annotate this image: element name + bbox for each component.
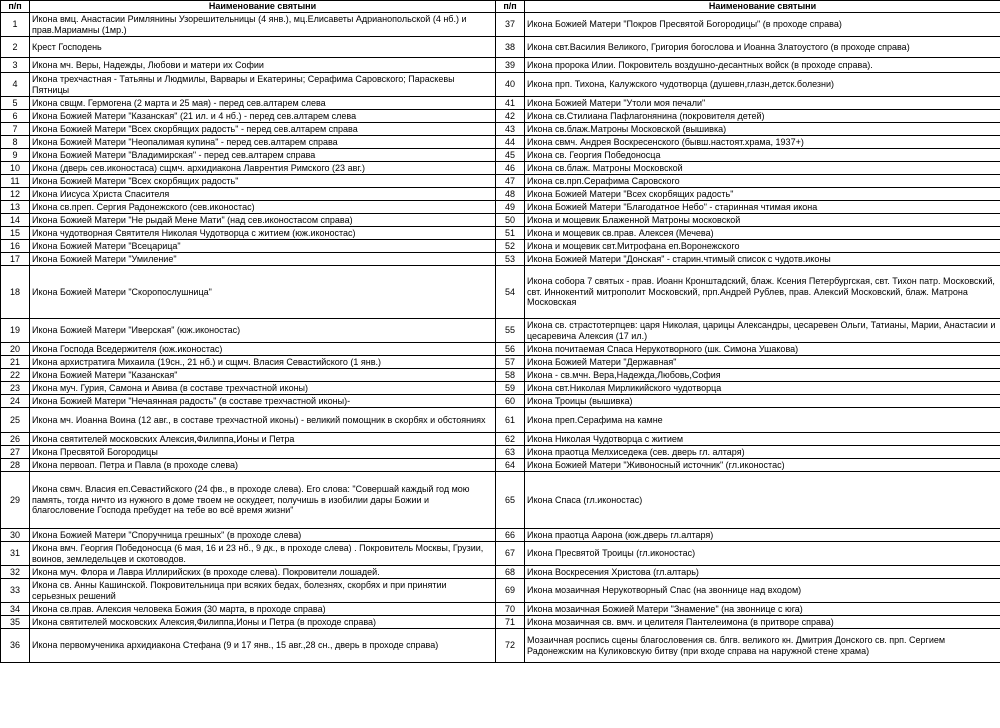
- relic-name-left: Икона Божией Матери "Споручница грешных" (в проходе слева): [30, 529, 496, 542]
- table-row: [1, 162, 1000, 175]
- row-number-left: 27: [1, 446, 30, 459]
- table-row: [1, 227, 1000, 240]
- row-number-right: 39: [496, 58, 525, 73]
- table-row: [1, 579, 1000, 603]
- relic-name-left: Икона свщм. Гермогена (2 марта и 25 мая) - перед сев.алтарем слева: [30, 97, 496, 110]
- relic-name-left: Икона св. Анны Кашинской. Покровительница при всяких бедах, болезнях, скорбях и при принятии серьезных решений: [30, 579, 496, 603]
- row-number-left: 3: [1, 58, 30, 73]
- header-row: [1, 1, 1000, 13]
- row-number-right: 63: [496, 446, 525, 459]
- row-number-left: 7: [1, 123, 30, 136]
- relic-name-right: Икона мозаичная св. вмч. и целителя Пантелеимона (в притворе справа): [525, 616, 1000, 629]
- table-row: [1, 382, 1000, 395]
- row-number-right: 66: [496, 529, 525, 542]
- row-number-left: 9: [1, 149, 30, 162]
- relic-name-left: Икона Божией Матери "Всецарица": [30, 240, 496, 253]
- table-row: [1, 319, 1000, 343]
- table-row: [1, 188, 1000, 201]
- relic-name-right: Икона прп. Тихона, Калужского чудотворца (душевн,глазн,детск.болезни): [525, 73, 1000, 97]
- table-row: [1, 201, 1000, 214]
- relic-name-left: Икона архистратига Михаила (19сн., 21 нб.) и сщмч. Власия Севастийского (1 янв.): [30, 356, 496, 369]
- row-number-left: 36: [1, 629, 30, 663]
- relic-name-right: Икона и мощевик Блаженной Матроны московской: [525, 214, 1000, 227]
- row-number-right: 56: [496, 343, 525, 356]
- relics-table-body: [1, 13, 1000, 663]
- relic-name-right: Икона св. Георгия Победоносца: [525, 149, 1000, 162]
- header-name-left: Наименование святыни: [30, 1, 496, 13]
- row-number-left: 18: [1, 266, 30, 319]
- table-row: [1, 395, 1000, 408]
- row-number-left: 35: [1, 616, 30, 629]
- relic-name-left: Крест Господень: [30, 37, 496, 58]
- relic-name-right: Мозаичная роспись сцены благословения св. блгв. великого кн. Дмитрия Донского св. прп. Сергием Радонежским на Куликовскую битву (при входе справа на наружной стене храма): [525, 629, 1000, 663]
- relic-name-left: Икона муч. Гурия, Самона и Авива (в составе трехчастной иконы): [30, 382, 496, 395]
- relic-name-left: Икона мч. Иоанна Воина (12 авг., в составе трехчастной иконы) - великий помощник в скорбях и обстояниях: [30, 408, 496, 433]
- relic-name-left: Икона Божией Матери "Казанская" (21 ил. и 4 нб.) - перед сев.алтарем слева: [30, 110, 496, 123]
- table-row: [1, 13, 1000, 37]
- relic-name-right: Икона Спаса (гл.иконостас): [525, 472, 1000, 529]
- row-number-right: 41: [496, 97, 525, 110]
- table-row: [1, 73, 1000, 97]
- relic-name-left: Икона Божией Матери "Владимирская" - перед сев.алтарем справа: [30, 149, 496, 162]
- table-row: [1, 253, 1000, 266]
- relic-name-right: Икона св.прп.Серафима Саровского: [525, 175, 1000, 188]
- relic-name-right: Икона Воскресения Христова (гл.алтарь): [525, 566, 1000, 579]
- table-row: [1, 629, 1000, 663]
- relic-name-left: Икона муч. Флора и Лавра Иллирийских (в проходе слева). Покровители лошадей.: [30, 566, 496, 579]
- table-row: [1, 369, 1000, 382]
- relic-name-left: Икона вмц. Анастасии Римлянины Узорешительницы (4 янв.), мц.Елисаветы Адрианопольской (4 нб.) и прав.Мариамны (1мр.): [30, 13, 496, 37]
- relic-name-left: Икона вмч. Георгия Победоносца (6 мая, 16 и 23 нб., 9 дк., в проходе слева) . Покровитель Москвы, Грузии, воинов, земледельцев и скотоводов.: [30, 542, 496, 566]
- row-number-left: 20: [1, 343, 30, 356]
- table-row: [1, 136, 1000, 149]
- row-number-right: 50: [496, 214, 525, 227]
- relic-name-right: Икона Троицы (вышивка): [525, 395, 1000, 408]
- row-number-left: 12: [1, 188, 30, 201]
- relic-name-right: Икона преп.Серафима на камне: [525, 408, 1000, 433]
- relic-name-left: Икона святителей московских Алексия,Филиппа,Ионы и Петра: [30, 433, 496, 446]
- relic-name-right: Икона Божией Матери "Державная": [525, 356, 1000, 369]
- relic-name-right: Икона св.Стилиана Пафлагонянина (покровителя детей): [525, 110, 1000, 123]
- relic-name-right: Икона - св.мчн. Вера,Надежда,Любовь,София: [525, 369, 1000, 382]
- table-row: [1, 37, 1000, 58]
- row-number-right: 67: [496, 542, 525, 566]
- row-number-left: 34: [1, 603, 30, 616]
- relic-name-left: Икона Божией Матери "Не рыдай Мене Мати" (над сев.иконостасом справа): [30, 214, 496, 227]
- row-number-right: 68: [496, 566, 525, 579]
- row-number-right: 51: [496, 227, 525, 240]
- relic-name-left: Икона первоап. Петра и Павла (в проходе слева): [30, 459, 496, 472]
- row-number-left: 28: [1, 459, 30, 472]
- table-row: [1, 542, 1000, 566]
- row-number-left: 15: [1, 227, 30, 240]
- row-number-right: 62: [496, 433, 525, 446]
- row-number-right: 65: [496, 472, 525, 529]
- row-number-left: 13: [1, 201, 30, 214]
- relic-name-right: Икона Божией Матери "Донская" - старин.чтимый список с чудотв.иконы: [525, 253, 1000, 266]
- relic-name-right: Икона пророка Илии. Покровитель воздушно-десантных войск (в проходе справа).: [525, 58, 1000, 73]
- row-number-right: 52: [496, 240, 525, 253]
- relic-name-left: Икона трехчастная - Татьяны и Людмилы, Варвары и Екатерины; Серафима Саровского; Параскевы Пятницы: [30, 73, 496, 97]
- row-number-right: 71: [496, 616, 525, 629]
- table-row: [1, 459, 1000, 472]
- row-number-right: 59: [496, 382, 525, 395]
- relic-name-right: Икона Божией Матери "Всех скорбящих радость": [525, 188, 1000, 201]
- row-number-right: 60: [496, 395, 525, 408]
- row-number-right: 44: [496, 136, 525, 149]
- table-row: [1, 123, 1000, 136]
- relic-name-left: Икона свмч. Власия еп.Севастийского (24 фв., в проходе слева). Его слова: "Совершай каждый год мою память, тогда ничто из нужного в доме твоем не оскудеет, получишь в изобилии дары Божии и благословение Господа пребудет на тебе во всё время жизни": [30, 472, 496, 529]
- row-number-right: 37: [496, 13, 525, 37]
- table-row: [1, 616, 1000, 629]
- relic-name-right: Икона св.блаж.Матроны Московской (вышивка): [525, 123, 1000, 136]
- relic-name-left: Икона чудотворная Святителя Николая Чудотворца с житием (юж.иконостас): [30, 227, 496, 240]
- row-number-left: 5: [1, 97, 30, 110]
- relic-name-left: Икона Божией Матери "Всех скорбящих радость": [30, 175, 496, 188]
- row-number-right: 45: [496, 149, 525, 162]
- row-number-right: 43: [496, 123, 525, 136]
- relic-name-right: Икона свт.Николая Мирликийского чудотворца: [525, 382, 1000, 395]
- row-number-left: 4: [1, 73, 30, 97]
- table-row: [1, 175, 1000, 188]
- relic-name-right: Икона Пресвятой Троицы (гл.иконостас): [525, 542, 1000, 566]
- relic-name-right: Икона собора 7 святых - прав. Иоанн Кронштадский, блаж. Ксения Петербургская, свт. Тихон патр. Московский, свт. Иннокентий митрополит Московский, прп.Андрей Рублев, прав. Алексий Московский, блаж. Матрона Московская: [525, 266, 1000, 319]
- table-row: [1, 446, 1000, 459]
- row-number-left: 31: [1, 542, 30, 566]
- table-row: [1, 58, 1000, 73]
- relic-name-left: Икона мч. Веры, Надежды, Любови и матери их Софии: [30, 58, 496, 73]
- row-number-left: 10: [1, 162, 30, 175]
- header-num-right: п/п: [496, 1, 525, 13]
- row-number-left: 24: [1, 395, 30, 408]
- relic-name-right: Икона почитаемая Спаса Нерукотворного (шк. Симона Ушакова): [525, 343, 1000, 356]
- table-row: [1, 603, 1000, 616]
- row-number-right: 64: [496, 459, 525, 472]
- row-number-left: 30: [1, 529, 30, 542]
- table-row: [1, 266, 1000, 319]
- row-number-right: 38: [496, 37, 525, 58]
- relic-name-left: Икона первомученика архидиакона Стефана (9 и 17 янв., 15 авг.,28 сн., дверь в проходе справа): [30, 629, 496, 663]
- row-number-left: 26: [1, 433, 30, 446]
- row-number-right: 48: [496, 188, 525, 201]
- row-number-left: 29: [1, 472, 30, 529]
- row-number-left: 1: [1, 13, 30, 37]
- row-number-right: 61: [496, 408, 525, 433]
- relic-name-right: Икона мозаичная Нерукотворный Спас (на звоннице над входом): [525, 579, 1000, 603]
- relic-name-right: Икона и мощевик свт.Митрофана еп.Воронежского: [525, 240, 1000, 253]
- relic-name-right: Икона Божией Матери "Живоносный источник" (гл.иконостас): [525, 459, 1000, 472]
- table-row: [1, 566, 1000, 579]
- table-row: [1, 240, 1000, 253]
- table-row: [1, 529, 1000, 542]
- relic-name-right: Икона св.блаж. Матроны Московской: [525, 162, 1000, 175]
- table-row: [1, 149, 1000, 162]
- row-number-right: 42: [496, 110, 525, 123]
- relic-name-right: Икона мозаичная Божией Матери "Знамение" (на звоннице с юга): [525, 603, 1000, 616]
- table-row: [1, 408, 1000, 433]
- row-number-right: 58: [496, 369, 525, 382]
- relic-name-right: Икона праотца Аарона (юж.дверь гл.алтаря): [525, 529, 1000, 542]
- row-number-left: 8: [1, 136, 30, 149]
- row-number-right: 55: [496, 319, 525, 343]
- table-row: [1, 472, 1000, 529]
- table-row: [1, 214, 1000, 227]
- row-number-right: 40: [496, 73, 525, 97]
- relic-name-left: Икона Господа Вседержителя (юж.иконостас): [30, 343, 496, 356]
- row-number-left: 25: [1, 408, 30, 433]
- row-number-left: 6: [1, 110, 30, 123]
- relic-name-left: Икона Божией Матери "Скоропослушница": [30, 266, 496, 319]
- header-num-left: п/п: [1, 1, 30, 13]
- relic-name-right: Икона Божией Матери "Покров Пресвятой Богородицы" (в проходе справа): [525, 13, 1000, 37]
- relic-name-right: Икона Божией Матери "Утоли моя печали": [525, 97, 1000, 110]
- row-number-left: 32: [1, 566, 30, 579]
- row-number-left: 22: [1, 369, 30, 382]
- header-name-right: Наименование святыни: [525, 1, 1000, 13]
- row-number-right: 49: [496, 201, 525, 214]
- relic-name-right: Икона свт.Василия Великого, Григория богослова и Иоанна Златоустого (в проходе справа): [525, 37, 1000, 58]
- row-number-left: 17: [1, 253, 30, 266]
- relic-name-left: Икона Божией Матери "Казанская": [30, 369, 496, 382]
- row-number-left: 14: [1, 214, 30, 227]
- relic-name-left: Икона Божией Матери "Иверская" (юж.иконостас): [30, 319, 496, 343]
- row-number-right: 70: [496, 603, 525, 616]
- relic-name-left: Икона Иисуса Христа Спасителя: [30, 188, 496, 201]
- row-number-left: 2: [1, 37, 30, 58]
- row-number-right: 72: [496, 629, 525, 663]
- table-row: [1, 433, 1000, 446]
- relic-name-left: Икона св.прав. Алексия человека Божия (30 марта, в проходе справа): [30, 603, 496, 616]
- relic-name-left: Икона Пресвятой Богородицы: [30, 446, 496, 459]
- table-row: [1, 110, 1000, 123]
- table-row: [1, 343, 1000, 356]
- relic-name-left: Икона Божией Матери "Всех скорбящих радость" - перед сев.алтарем справа: [30, 123, 496, 136]
- row-number-left: 21: [1, 356, 30, 369]
- relic-name-left: Икона святителей московских Алексия,Филиппа,Ионы и Петра (в проходе справа): [30, 616, 496, 629]
- row-number-right: 46: [496, 162, 525, 175]
- row-number-left: 23: [1, 382, 30, 395]
- row-number-right: 53: [496, 253, 525, 266]
- table-row: [1, 356, 1000, 369]
- relic-name-left: Икона Божией Матери "Умиление": [30, 253, 496, 266]
- relic-name-right: Икона Николая Чудотворца с житием: [525, 433, 1000, 446]
- row-number-left: 16: [1, 240, 30, 253]
- row-number-right: 69: [496, 579, 525, 603]
- relic-name-left: Икона Божией Матери "Нечаянная радость" (в составе трехчастной иконы)-: [30, 395, 496, 408]
- relic-name-left: Икона св.преп. Сергия Радонежского (сев.иконостас): [30, 201, 496, 214]
- row-number-right: 54: [496, 266, 525, 319]
- row-number-left: 33: [1, 579, 30, 603]
- relic-name-left: Икона (дверь сев.иконостаса) сщмч. архидиакона Лаврентия Римского (23 авг.): [30, 162, 496, 175]
- table-row: [1, 97, 1000, 110]
- row-number-right: 57: [496, 356, 525, 369]
- relic-name-right: Икона и мощевик св.прав. Алексея (Мечева): [525, 227, 1000, 240]
- row-number-right: 47: [496, 175, 525, 188]
- relic-name-right: Икона Божией Матери "Благодатное Небо" - старинная чтимая икона: [525, 201, 1000, 214]
- row-number-left: 19: [1, 319, 30, 343]
- relic-name-right: Икона св. страстотерпцев: царя Николая, царицы Александры, цесаревен Ольги, Татианы, Марии, Анастасии и цесаревича Алексия (17 ил.): [525, 319, 1000, 343]
- relic-name-right: Икона праотца Мелхиседека (сев. дверь гл. алтаря): [525, 446, 1000, 459]
- relic-name-right: Икона свмч. Андрея Воскресенского (бывш.настоят.храма, 1937+): [525, 136, 1000, 149]
- relic-name-left: Икона Божией Матери "Неопалимая купина" - перед сев.алтарем справа: [30, 136, 496, 149]
- row-number-left: 11: [1, 175, 30, 188]
